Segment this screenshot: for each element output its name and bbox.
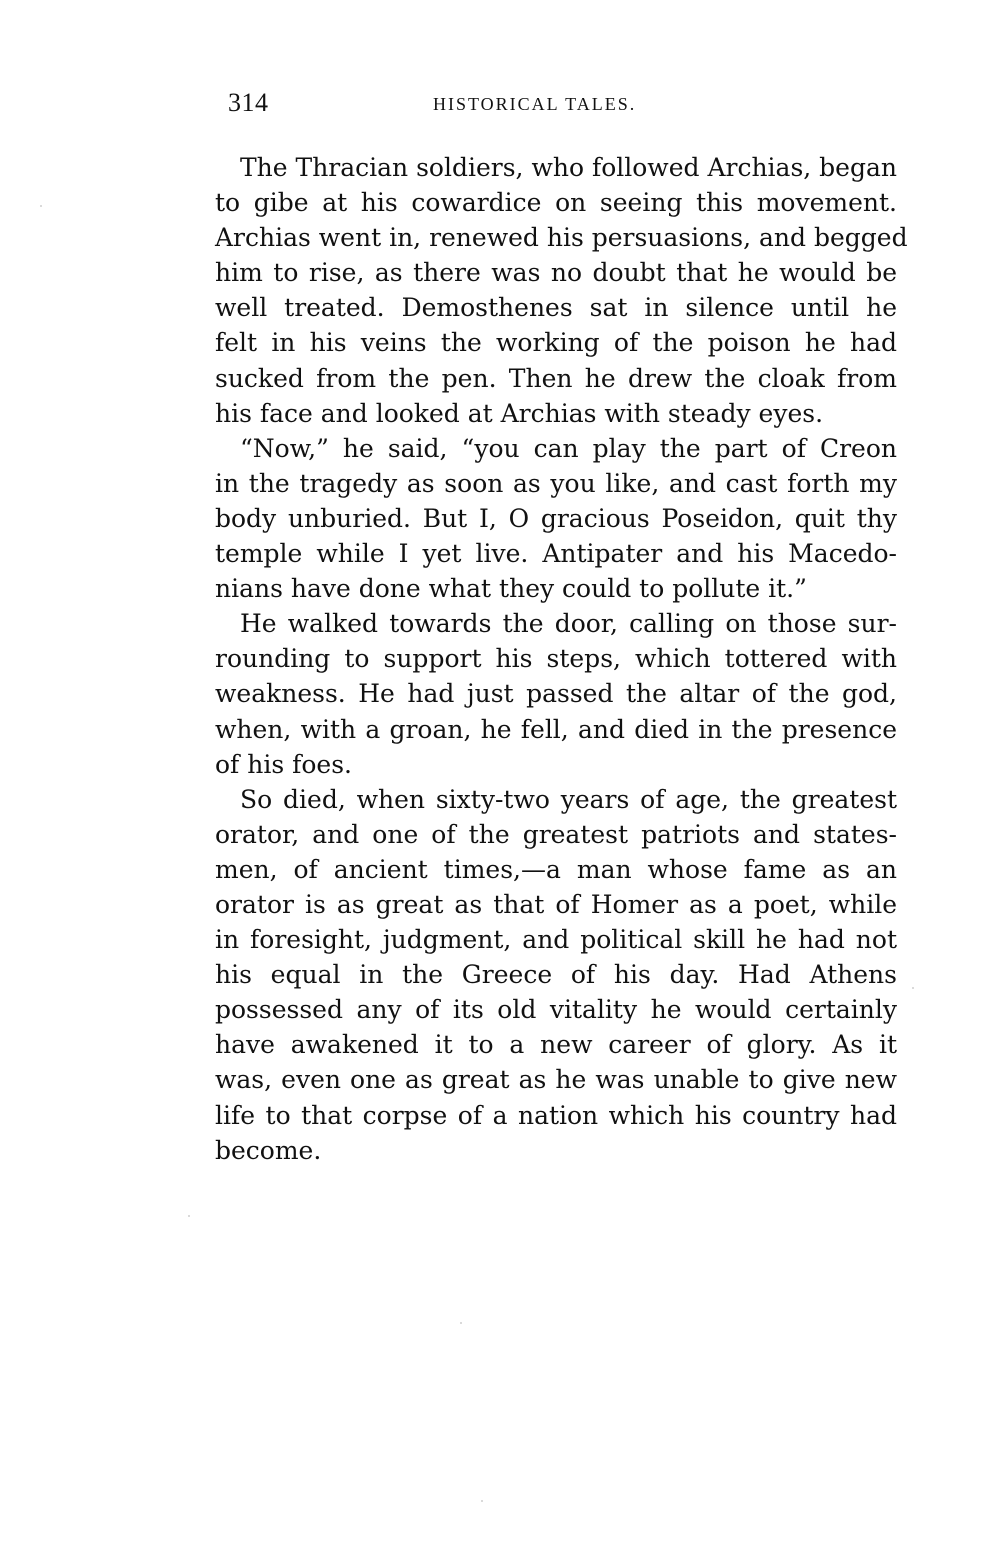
text-line: Archias went in, renewed his persuasions, and begged <box>215 223 908 253</box>
text-line: become. <box>215 1135 322 1165</box>
text-line: temple while I yet live. Antipater and his Macedo- <box>215 539 897 569</box>
text-line: him to rise, as there was no doubt that he would be <box>215 258 897 288</box>
text-line: in the tragedy as soon as you like, and cast forth my <box>215 468 897 498</box>
text-line: men, of ancient times,—a man whose fame as an <box>215 854 897 884</box>
text-line: body unburied. But I, O gracious Poseidon, quit thy <box>215 503 897 533</box>
paragraph <box>215 782 897 1168</box>
text-line: possessed any of its old vitality he would certainly <box>215 995 897 1025</box>
text-line: of his foes. <box>215 749 352 779</box>
text-line: his equal in the Greece of his day. Had Athens <box>215 960 897 990</box>
text-line: his face and looked at Archias with steady eyes. <box>215 398 824 428</box>
paper-speck <box>912 987 914 989</box>
paper-speck <box>40 205 42 207</box>
text-line: life to that corpse of a nation which his country had <box>215 1100 897 1130</box>
text-line: nians have done what they could to pollute it.” <box>215 574 807 604</box>
page-number: 314 <box>228 88 269 117</box>
text-line: well treated. Demosthenes sat in silence until he <box>215 293 897 323</box>
page-header <box>228 88 898 124</box>
text-line: in foresight, judgment, and political skill he had not <box>215 925 897 955</box>
paragraph <box>215 431 897 606</box>
text-line: sucked from the pen. Then he drew the cloak from <box>215 363 897 393</box>
paper-speck <box>481 1500 483 1502</box>
paragraph <box>215 606 897 781</box>
running-head: HISTORICAL TALES. <box>433 94 637 114</box>
paper-speck <box>188 1215 190 1217</box>
text-line: to gibe at his cowardice on seeing this movement. <box>215 188 897 218</box>
text-line: was, even one as great as he was unable to give new <box>215 1065 897 1095</box>
text-line: He walked towards the door, calling on those sur- <box>240 609 897 639</box>
text-line: So died, when sixty-two years of age, the greatest <box>240 784 897 814</box>
text-line: felt in his veins the working of the poison he had <box>215 328 897 358</box>
text-line: have awakened it to a new career of glory. As it <box>215 1030 897 1060</box>
text-line: when, with a groan, he fell, and died in the presence <box>215 714 897 744</box>
text-line: The Thracian soldiers, who followed Archias, began <box>240 153 897 182</box>
body-text <box>215 150 908 1168</box>
paper-speck <box>460 1322 462 1324</box>
text-line: weakness. He had just passed the altar of the god, <box>215 679 897 709</box>
text-line: orator, and one of the greatest patriots and states- <box>215 819 897 849</box>
text-line: rounding to support his steps, which tottered with <box>215 644 897 674</box>
text-line: “Now,” he said, “you can play the part of Creon <box>240 433 897 463</box>
text-line: orator is as great as that of Homer as a poet, while <box>215 889 897 919</box>
paragraph <box>215 150 908 431</box>
